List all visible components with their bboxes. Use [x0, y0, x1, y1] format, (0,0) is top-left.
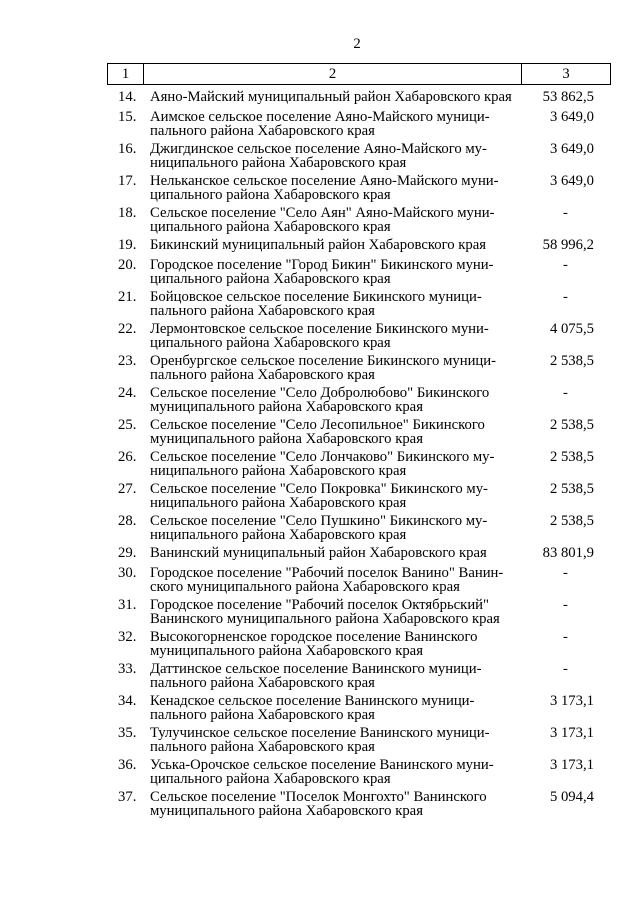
page-number: 2 [353, 36, 361, 52]
table-row [107, 596, 610, 628]
table-row [107, 172, 610, 204]
row-name [150, 726, 521, 754]
table-row [107, 692, 610, 724]
row-value: 2 538,5 [549, 353, 594, 369]
row-name [150, 482, 521, 510]
row-name-line: Городское поселение "Рабочий поселок Ванино" Ванин- [150, 565, 504, 581]
row-name [150, 694, 521, 722]
row-name [150, 322, 521, 350]
row-number: 23. [118, 353, 137, 369]
row-number: 17. [118, 173, 137, 189]
row-name-line: ниципального района Хабаровского края [150, 463, 407, 479]
row-name-line: Даттинское сельское поселение Ванинского муници- [150, 661, 482, 677]
row-value: 3 173,1 [549, 693, 594, 709]
table-row [107, 236, 610, 256]
row-name [150, 258, 521, 286]
row-value: 4 075,5 [549, 321, 594, 337]
table-row [107, 88, 610, 108]
row-number: 25. [118, 417, 137, 433]
header-cell-number: 1 [121, 66, 130, 82]
table-row [107, 660, 610, 692]
row-number: 16. [118, 141, 137, 157]
row-name [150, 206, 521, 234]
row-name-line: пального района Хабаровского края [150, 707, 375, 723]
row-number: 32. [118, 629, 137, 645]
row-name [150, 142, 521, 170]
row-value: - [563, 205, 568, 221]
row-name-line: ниципального района Хабаровского края [150, 527, 407, 543]
row-name-line: Сельское поселение "Село Покровка" Бикинского му- [150, 481, 488, 497]
row-name [150, 450, 521, 478]
row-name [150, 546, 521, 562]
table-row [107, 204, 610, 236]
row-name-line: ципального района Хабаровского края [150, 335, 391, 351]
row-number: 22. [118, 321, 137, 337]
row-number: 20. [118, 257, 137, 273]
row-value: 3 649,0 [549, 109, 594, 125]
row-name-line: ципального района Хабаровского края [150, 219, 391, 235]
row-name-line: ципального района Хабаровского края [150, 187, 391, 203]
row-number: 34. [118, 693, 137, 709]
row-name-line: пального района Хабаровского края [150, 123, 375, 139]
row-name-line: Городское поселение "Рабочий поселок Октябрьский" [150, 597, 490, 613]
row-name-line: Тулучинское сельское поселение Ванинского муници- [150, 725, 490, 741]
row-name-line: ниципального района Хабаровского края [150, 155, 407, 171]
row-name-line: Аяно-Майский муниципальный район Хабаровского края [150, 89, 512, 105]
row-number: 35. [118, 725, 137, 741]
row-number: 14. [118, 89, 137, 105]
header-cell-value: 3 [521, 64, 610, 84]
table-row [107, 288, 610, 320]
row-number: 18. [118, 205, 137, 221]
row-value: - [563, 289, 568, 305]
row-name-line: пального района Хабаровского края [150, 739, 375, 755]
table-row [107, 416, 610, 448]
table-row [107, 140, 610, 172]
row-name-line: Сельское поселение "Село Добролюбово" Бикинского [150, 385, 490, 401]
row-name-line: пального района Хабаровского края [150, 675, 375, 691]
row-value: 58 996,2 [542, 237, 594, 253]
row-name-line: Сельское поселение "Село Пушкино" Бикинского му- [150, 513, 488, 529]
row-number: 15. [118, 109, 137, 125]
row-name [150, 110, 521, 138]
row-value: - [563, 385, 568, 401]
row-number: 27. [118, 481, 137, 497]
row-name-line: ципального района Хабаровского края [150, 271, 391, 287]
row-number: 29. [118, 545, 137, 561]
row-name-line: Высокогорненское городское поселение Ванинского [150, 629, 478, 645]
row-name [150, 174, 521, 202]
row-number: 36. [118, 757, 137, 773]
row-name-line: Кенадское сельское поселение Ванинского муници- [150, 693, 475, 709]
row-name-line: Уська-Орочское сельское поселение Ванинского муни- [150, 757, 494, 773]
row-name-line: муниципального района Хабаровского края [150, 643, 423, 659]
row-value: 83 801,9 [542, 545, 594, 561]
table-row [107, 788, 610, 820]
row-value: 2 538,5 [549, 481, 594, 497]
row-number: 33. [118, 661, 137, 677]
row-name-line: Аимское сельское поселение Аяно-Майского муници- [150, 109, 490, 125]
row-name [150, 238, 521, 254]
row-value: 2 538,5 [549, 449, 594, 465]
table-row [107, 448, 610, 480]
row-name [150, 514, 521, 542]
row-name [150, 290, 521, 318]
table-header-row [107, 63, 611, 85]
row-name-line: Сельское поселение "Поселок Монгохто" Ванинского [150, 789, 487, 805]
row-name-line: Бикинский муниципальный район Хабаровского края [150, 237, 487, 253]
row-value: 3 649,0 [549, 141, 594, 157]
row-name [150, 418, 521, 446]
row-number: 28. [118, 513, 137, 529]
row-name-line: муниципального района Хабаровского края [150, 803, 423, 819]
row-value: - [563, 597, 568, 613]
row-name-line: ского муниципального района Хабаровского края [150, 579, 460, 595]
table-row [107, 256, 610, 288]
row-name-line: Оренбургское сельское поселение Бикинского муници- [150, 353, 497, 369]
row-name-line: Городское поселение "Город Бикин" Бикинского муни- [150, 257, 494, 273]
row-name [150, 758, 521, 786]
row-name-line: Сельское поселение "Село Аян" Аяно-Майского муни- [150, 205, 495, 221]
header-cell-name: 2 [143, 64, 521, 84]
row-name-line: ципального района Хабаровского края [150, 771, 391, 787]
row-value: 3 173,1 [549, 725, 594, 741]
row-value: 2 538,5 [549, 417, 594, 433]
row-value: 5 094,4 [549, 789, 594, 805]
row-name [150, 90, 521, 106]
table-row [107, 724, 610, 756]
row-value: - [563, 257, 568, 273]
row-name-line: Нельканское сельское поселение Аяно-Майского муни- [150, 173, 499, 189]
row-name-line: Сельское поселение "Село Лесопильное" Бикинского [150, 417, 485, 433]
table-row [107, 384, 610, 416]
table-body [107, 88, 610, 820]
row-value: 3 649,0 [549, 173, 594, 189]
table-row [107, 564, 610, 596]
row-name-line: Сельское поселение "Село Лончаково" Бикинского му- [150, 449, 495, 465]
table-row [107, 108, 610, 140]
row-name-line: Джигдинское сельское поселение Аяно-Майского му- [150, 141, 487, 157]
row-name-line: пального района Хабаровского края [150, 303, 375, 319]
row-value: 3 173,1 [549, 757, 594, 773]
row-number: 21. [118, 289, 137, 305]
row-value: 53 862,5 [542, 89, 594, 105]
row-name [150, 790, 521, 818]
row-name-line: пального района Хабаровского края [150, 367, 375, 383]
row-name [150, 630, 521, 658]
table-row [107, 512, 610, 544]
row-value: - [563, 629, 568, 645]
row-name [150, 386, 521, 414]
row-name-line: Ванинского муниципального района Хабаровского края [150, 611, 500, 627]
row-name [150, 354, 521, 382]
table-row [107, 756, 610, 788]
table-row [107, 320, 610, 352]
row-value: 2 538,5 [549, 513, 594, 529]
row-name [150, 566, 521, 594]
row-name-line: муниципального района Хабаровского края [150, 431, 423, 447]
row-name-line: Ванинский муниципальный район Хабаровского края [150, 545, 487, 561]
row-number: 30. [118, 565, 137, 581]
row-value: - [563, 661, 568, 677]
row-name-line: муниципального района Хабаровского края [150, 399, 423, 415]
row-number: 37. [118, 789, 137, 805]
row-number: 19. [118, 237, 137, 253]
row-name [150, 598, 521, 626]
row-name-line: Бойцовское сельское поселение Бикинского муници- [150, 289, 482, 305]
row-name-line: ниципального района Хабаровского края [150, 495, 407, 511]
row-value: - [563, 565, 568, 581]
row-name-line: Лермонтовское сельское поселение Бикинского муни- [150, 321, 489, 337]
row-number: 24. [118, 385, 137, 401]
row-number: 31. [118, 597, 137, 613]
table-row [107, 480, 610, 512]
row-number: 26. [118, 449, 137, 465]
table-row [107, 544, 610, 564]
table-row [107, 628, 610, 660]
table-row [107, 352, 610, 384]
row-name [150, 662, 521, 690]
